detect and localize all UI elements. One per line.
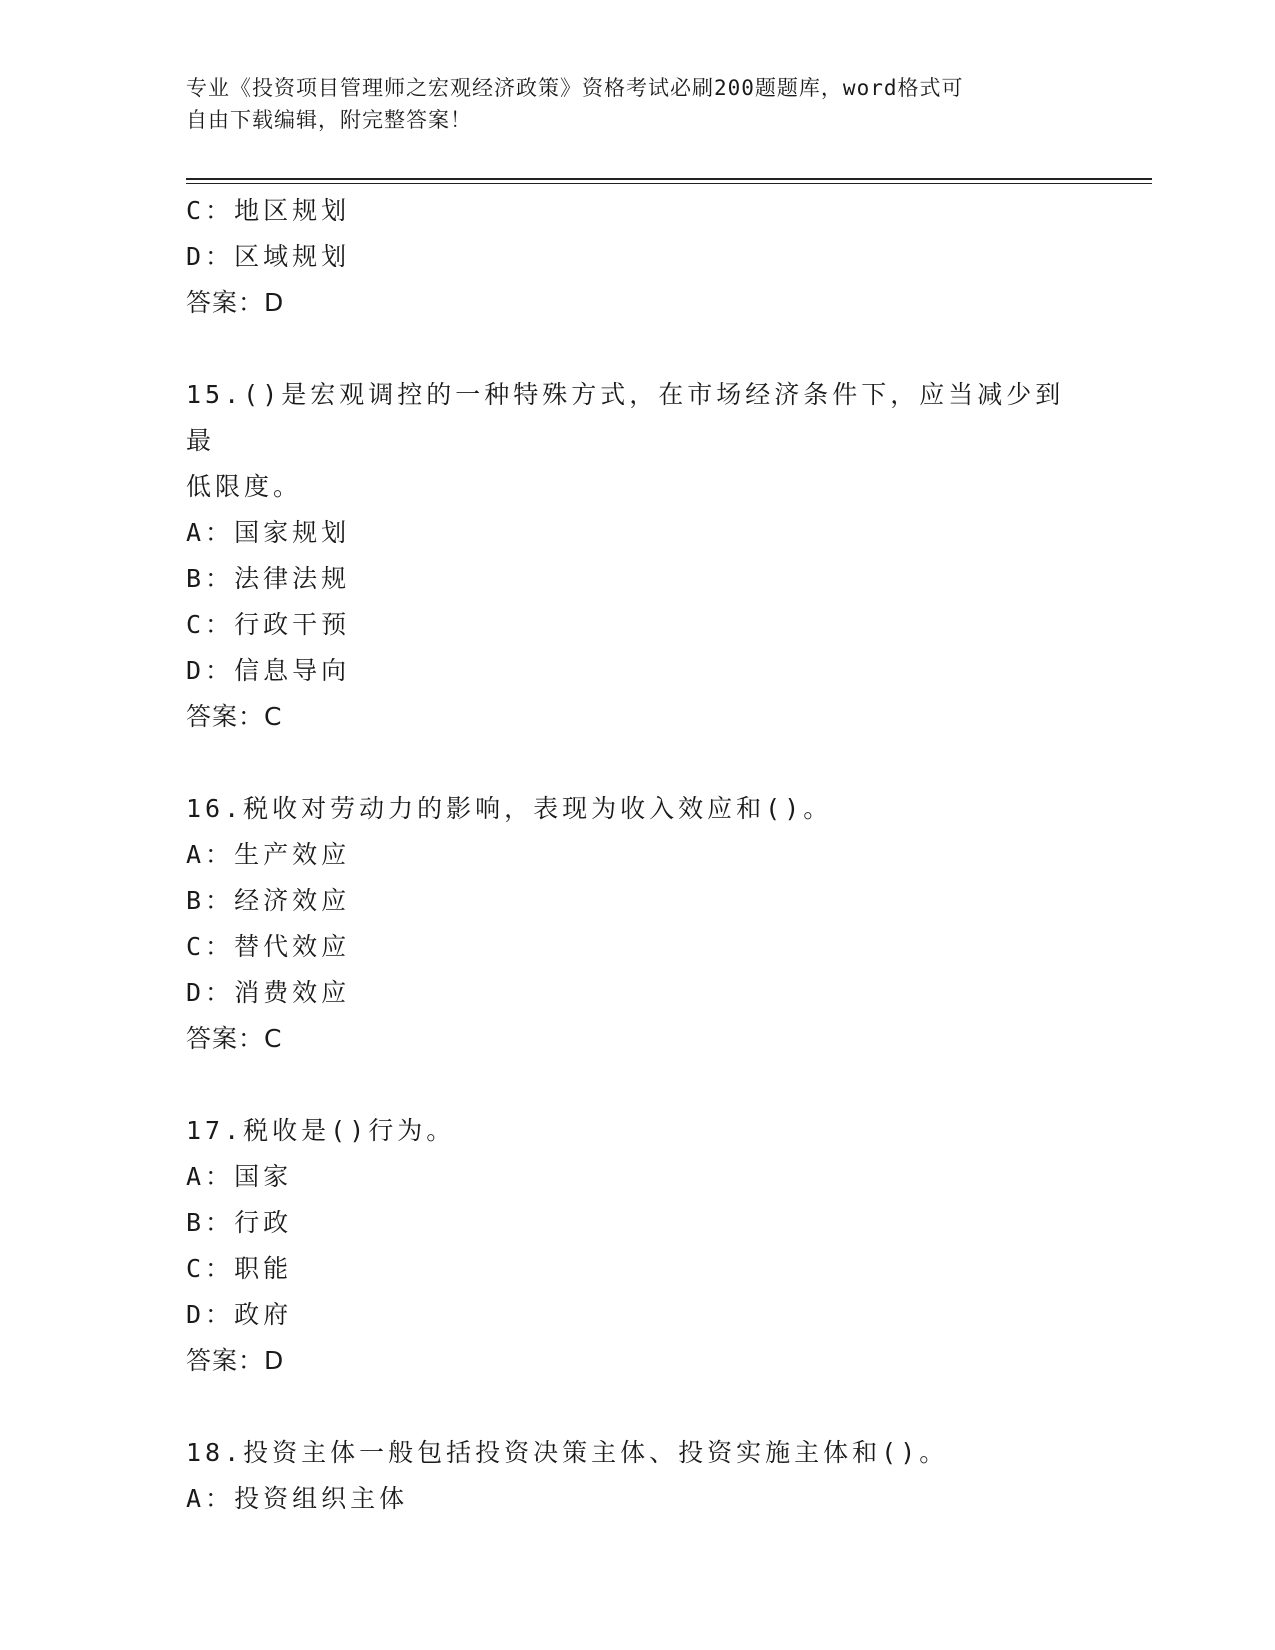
- option-label: A：: [186, 1162, 235, 1191]
- option-text: 行政干预: [234, 610, 351, 639]
- question-16: [186, 786, 1106, 1062]
- option-text: 投资组织主体: [234, 1484, 409, 1513]
- option-label: A：: [186, 840, 235, 869]
- question-text-line-2: 低限度。: [186, 472, 303, 501]
- option-a: [186, 1154, 1106, 1200]
- option-d: [186, 1292, 1106, 1338]
- option-text: 消费效应: [234, 978, 351, 1007]
- option-c: [186, 1246, 1106, 1292]
- option-label: D：: [186, 656, 235, 685]
- question-text: 16.税收对劳动力的影响，表现为收入效应和()。: [186, 794, 833, 823]
- question-18: [186, 1430, 1106, 1522]
- answer: 答案：D: [186, 288, 285, 317]
- header-title-line-1: 专业《投资项目管理师之宏观经济政策》资格考试必刷200题题库，word格式可: [186, 76, 964, 100]
- question-14-continued: [186, 188, 1106, 326]
- question-15: [186, 372, 1106, 740]
- option-a: [186, 510, 1106, 556]
- option-label: D：: [186, 1300, 235, 1329]
- option-label: B：: [186, 886, 235, 915]
- question-text: [186, 372, 1086, 510]
- header-divider-thin: [186, 183, 1152, 184]
- option-d: [186, 648, 1106, 694]
- option-label: B：: [186, 1208, 235, 1237]
- question-list: [186, 188, 1106, 1522]
- question-text: 18.投资主体一般包括投资决策主体、投资实施主体和()。: [186, 1438, 949, 1467]
- header-divider-thick: [186, 178, 1152, 180]
- option-text: 法律法规: [234, 564, 351, 593]
- option-text: 国家: [234, 1162, 293, 1191]
- option-label: A：: [186, 1484, 235, 1513]
- option-label: C：: [186, 1254, 235, 1283]
- option-b: [186, 1200, 1106, 1246]
- option-text: 替代效应: [234, 932, 351, 961]
- option-text: 行政: [234, 1208, 293, 1237]
- option-text: 国家规划: [234, 518, 351, 547]
- option-label: A：: [186, 518, 235, 547]
- option-text: 经济效应: [234, 886, 351, 915]
- option-label: B：: [186, 564, 235, 593]
- option-a: [186, 1476, 1106, 1522]
- option-text: 区域规划: [234, 242, 351, 271]
- option-text: 信息导向: [234, 656, 351, 685]
- option-text: 地区规划: [234, 196, 351, 225]
- question-text: 17.税收是()行为。: [186, 1116, 456, 1145]
- header-title-line-2: 自由下载编辑，附完整答案！: [186, 108, 472, 132]
- option-label: D：: [186, 978, 235, 1007]
- option-text: 生产效应: [234, 840, 351, 869]
- option-c: [186, 602, 1106, 648]
- option-a: [186, 832, 1106, 878]
- document-header: [186, 72, 1086, 136]
- answer: 答案：C: [186, 702, 283, 731]
- option-d: [186, 970, 1106, 1016]
- option-label: C：: [186, 610, 235, 639]
- option-label: C：: [186, 932, 235, 961]
- option-b: [186, 878, 1106, 924]
- option-text: 政府: [234, 1300, 293, 1329]
- answer: 答案：D: [186, 1346, 285, 1375]
- option-d: [186, 234, 1106, 280]
- option-text: 职能: [234, 1254, 293, 1283]
- option-c: [186, 188, 1106, 234]
- option-label: D：: [186, 242, 235, 271]
- question-17: [186, 1108, 1106, 1384]
- option-c: [186, 924, 1106, 970]
- answer: 答案：C: [186, 1024, 283, 1053]
- option-label: C：: [186, 196, 235, 225]
- question-text-line-1: 15.()是宏观调控的一种特殊方式，在市场经济条件下，应当减少到最: [186, 380, 1065, 455]
- option-b: [186, 556, 1106, 602]
